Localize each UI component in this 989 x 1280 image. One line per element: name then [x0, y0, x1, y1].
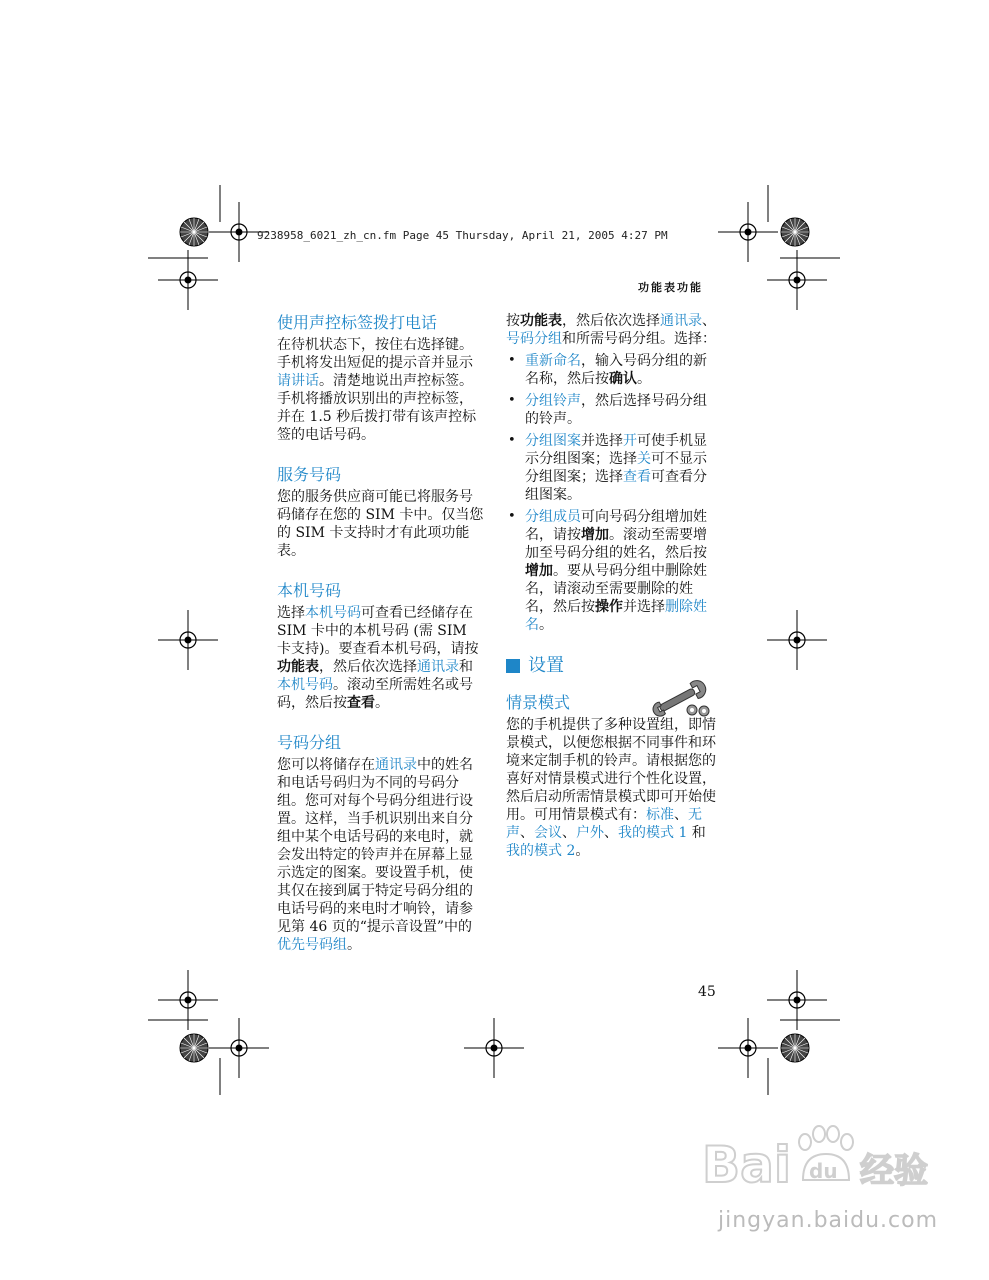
watermark-url: jingyan.baidu.com — [718, 1208, 939, 1233]
section-title: 号码分组 — [277, 733, 342, 752]
body-text: 。 — [539, 617, 553, 633]
body-text: 和 — [687, 825, 706, 841]
settings-heading — [506, 654, 718, 678]
body-text: 选择 — [277, 605, 305, 621]
body-text: 按 — [506, 313, 520, 329]
body-text: 。 — [347, 937, 361, 953]
menu-term: 分组成员 — [525, 509, 581, 525]
option-list — [506, 352, 718, 634]
file-slug: 9238958_6021_zh_cn.fm Page 45 Thursday, April 21, 2005 4:27 PM — [257, 229, 668, 242]
body-text: 可不显示分组图案；选择 — [525, 451, 707, 485]
menu-term: 分组铃声 — [525, 393, 581, 409]
starburst-mark — [180, 218, 208, 246]
body-text: ，然后依次选择 — [319, 659, 417, 675]
section-body — [277, 604, 485, 712]
body-text: 。要从号码分组中删除姓名，请滚动至需要删除的姓名，然后按 — [525, 563, 707, 615]
crosshair-mark — [158, 970, 218, 1030]
body-text: 、 — [702, 313, 716, 329]
body-text: 并选择 — [581, 433, 623, 449]
body-text: 中的姓名和电话号码归为不同的号码分组。您可对每个号码分组进行设置。这样，当手机识别出来自分组中某个电话号码的来电时，就会发出特定的铃声并在屏幕上显示选定的图案。要设置手机，使其仅在接到属于特定号码分组的电话号码的来电时才响铃，请参见第 46 页的“提示音设置”中的 — [277, 757, 473, 935]
menu-term: 关 — [637, 451, 651, 467]
starburst-mark — [781, 218, 809, 246]
menu-term: 优先号码组 — [277, 937, 347, 953]
crosshair-mark — [767, 250, 827, 310]
menu-term: 通讯录 — [417, 659, 459, 675]
body-text: 。滚动至所需姓名或号码，然后按 — [277, 677, 473, 711]
body-text: 和所需号码分组。选择： — [562, 331, 716, 347]
starburst-mark — [781, 1034, 809, 1062]
body-text: 。滚动至需要增加至号码分组的姓名，然后按 — [525, 527, 707, 561]
body-text: 并选择 — [623, 599, 665, 615]
page-number: 45 — [698, 984, 716, 1000]
menu-term: 本机号码 — [277, 677, 333, 693]
body-text: 。 — [575, 843, 590, 859]
square-bullet-icon — [506, 659, 520, 673]
crosshair-mark — [158, 250, 218, 310]
menu-term: 请讲话 — [277, 373, 319, 389]
menu-term: 我的模式 1 — [618, 825, 688, 841]
section-body — [277, 488, 485, 560]
section-body — [506, 716, 718, 860]
list-item — [506, 432, 718, 504]
body-text: 您可以将储存在 — [277, 757, 375, 773]
list-item — [506, 508, 718, 634]
settings-heading-text: 设置 — [528, 655, 564, 676]
list-item — [506, 352, 718, 388]
crosshair-mark — [209, 1018, 269, 1078]
baidu-watermark-logo — [700, 1120, 940, 1206]
key-name: 确认 — [609, 371, 637, 387]
body-text: 。 — [637, 371, 651, 387]
menu-term: 户外 — [576, 825, 604, 841]
body-text: 在待机状态下，按住右选择键。手机将发出短促的提示音并显示 — [277, 337, 473, 371]
body-text: 可查看分组图案。 — [525, 469, 707, 503]
menu-term: 本机号码 — [305, 605, 361, 621]
menu-term: 重新命名 — [525, 353, 581, 369]
section-body — [277, 756, 485, 954]
crosshair-mark — [767, 970, 827, 1030]
paw-icon — [799, 1126, 853, 1183]
menu-term: 会议 — [534, 825, 562, 841]
menu-term: 开 — [623, 433, 637, 449]
section-body — [277, 336, 485, 444]
body-text: ，然后选择号码分组的铃声。 — [525, 393, 707, 427]
watermark-text-jingyan: 经验 — [860, 1151, 928, 1191]
body-text: 、 — [562, 825, 576, 841]
body-text: 。清楚地说出声控标签。手机将播放识别出的声控标签，并在 1.5 秒后拨打带有该声控标签的电话号码。 — [277, 373, 477, 443]
menu-term: 通讯录 — [375, 757, 417, 773]
body-text: 可向号码分组增加姓名，请按 — [525, 509, 707, 543]
watermark-text-bai: Bai — [702, 1136, 791, 1194]
key-name: 查看 — [347, 695, 375, 711]
list-item — [506, 392, 718, 428]
menu-term: 无声 — [506, 807, 702, 841]
crosshair-mark — [464, 1018, 524, 1078]
intro-text — [506, 312, 718, 348]
key-name: 操作 — [595, 599, 623, 615]
menu-term: 通讯录 — [660, 313, 702, 329]
body-text: 、 — [674, 807, 688, 823]
section-title: 情景模式 — [506, 693, 571, 712]
key-name: 增加 — [525, 563, 553, 579]
key-name: 功能表 — [520, 313, 562, 329]
body-text: ，输入号码分组的新名称，然后按 — [525, 353, 707, 387]
body-text: 、 — [604, 825, 618, 841]
left-column — [277, 312, 485, 954]
menu-term: 标准 — [646, 807, 674, 823]
running-head: 功能表功能 — [638, 281, 703, 294]
body-text: ，然后依次选择 — [562, 313, 660, 329]
crosshair-mark — [718, 1018, 778, 1078]
body-text: 可查看已经储存在 SIM 卡中的本机号码 (需 SIM 卡支持)。要查看本机号码，请按 — [277, 605, 479, 657]
key-name: 功能表 — [277, 659, 319, 675]
menu-term: 分组图案 — [525, 433, 581, 449]
wrench-gear-icon — [652, 676, 714, 718]
menu-term: 删除姓名 — [525, 599, 707, 633]
menu-term: 号码分组 — [506, 331, 562, 347]
body-text: 您的手机提供了多种设置组，即情景模式，以便您根据不同事件和环境来定制手机的铃声。请根据您的喜好对情景模式进行个性化设置，然后启动所需情景模式即可开始使用。可用情景模式有： — [506, 717, 716, 823]
crosshair-mark — [158, 610, 218, 670]
menu-term: 我的模式 2 — [506, 843, 576, 859]
svg-text:du: du — [809, 1159, 838, 1183]
menu-term: 查看 — [623, 469, 651, 485]
crosshair-mark — [767, 610, 827, 670]
section-title: 服务号码 — [277, 465, 342, 484]
starburst-mark — [180, 1034, 208, 1062]
section-title: 使用声控标签拨打电话 — [277, 313, 438, 332]
right-column — [506, 312, 718, 860]
body-text: 。 — [375, 695, 389, 711]
body-text: 您的服务供应商可能已将服务号码储存在您的 SIM 卡中。仅当您的 SIM 卡支持时才有此项功能表。 — [277, 489, 484, 559]
key-name: 增加 — [581, 527, 609, 543]
section-title: 本机号码 — [277, 581, 342, 600]
body-text: 和 — [459, 659, 473, 675]
crosshair-mark — [718, 202, 778, 262]
body-text: 、 — [520, 825, 534, 841]
body-text: 可使手机显示分组图案；选择 — [525, 433, 707, 467]
